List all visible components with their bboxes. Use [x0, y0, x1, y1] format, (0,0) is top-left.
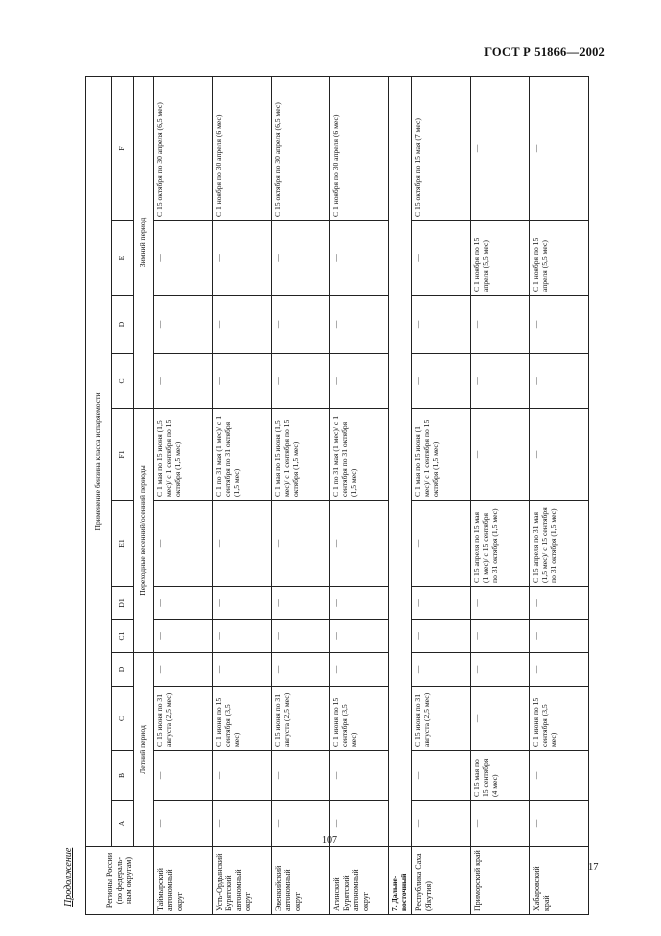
- period-value: —: [272, 819, 282, 828]
- period-cell: [471, 801, 530, 847]
- period-cell: [530, 653, 589, 687]
- period-value: —: [472, 450, 482, 459]
- period-value: —: [472, 144, 482, 153]
- period-cell: [271, 751, 330, 801]
- period-value: —: [413, 377, 423, 385]
- period-cell: [154, 501, 213, 587]
- outer-page-number: 17: [588, 862, 599, 873]
- period-cell: [212, 221, 271, 296]
- period-value: —: [472, 377, 482, 385]
- period-value: С 1 июня по 15 сентября (3,5 мес): [213, 697, 241, 747]
- period-value: С 1 июня по 15 сентября (3,5 мес): [331, 697, 359, 747]
- period-value: —: [213, 320, 223, 329]
- period-cell: [530, 76, 589, 220]
- period-cell: [154, 296, 213, 354]
- period-cell: [412, 653, 471, 687]
- period-value: —: [413, 254, 423, 262]
- region-name-cell: Усть-Ордынский Бурятский автономный округ: [212, 847, 271, 915]
- column-letter-header: D: [112, 296, 134, 354]
- period-cell: [212, 620, 271, 653]
- period-value: —: [272, 632, 282, 640]
- period-value: —: [213, 599, 223, 607]
- period-value: —: [413, 632, 423, 640]
- period-cell: [212, 587, 271, 620]
- period-value: —: [272, 377, 282, 385]
- region-name-cell: Эвенкийский автономный округ: [271, 847, 330, 915]
- period-value: —: [155, 665, 164, 674]
- period-value: С 15 июня по 31 августа (2,5 мес): [272, 692, 291, 747]
- period-value: —: [472, 632, 482, 640]
- period-value: —: [213, 539, 223, 548]
- period-value: С 1 мая по 15 июня (1 мес)/ с 1 сентября по 15 октября (1,5 мес): [413, 419, 441, 497]
- section-label: 7. Дальне- восточный: [389, 847, 412, 915]
- period-value: —: [413, 320, 423, 329]
- period-cell: [154, 653, 213, 687]
- period-cell: [471, 653, 530, 687]
- period-cell: [154, 687, 213, 751]
- period-value: —: [531, 450, 541, 459]
- period-value: С 15 июня по 31 августа (2,5 мес): [413, 692, 432, 747]
- column-letter-header: F: [112, 76, 134, 220]
- period-value: —: [472, 714, 482, 723]
- period-value: —: [531, 665, 541, 674]
- table-row: [530, 76, 589, 914]
- period-value: С 15 июня по 31 августа (2,5 мес): [155, 692, 173, 747]
- period-value: —: [531, 320, 541, 329]
- period-value: С 1 ноября по 15 апреля (5,5 мес): [531, 237, 550, 292]
- column-letter-header: B: [112, 751, 134, 801]
- period-cell: [530, 296, 589, 354]
- region-name-cell: Агинский Бурятский автономный округ: [330, 847, 389, 915]
- period-cell: [471, 620, 530, 653]
- period-value: —: [272, 254, 282, 262]
- period-cell: [471, 296, 530, 354]
- period-cell: [530, 354, 589, 409]
- period-cell: [412, 76, 471, 220]
- period-cell: [154, 801, 213, 847]
- column-letter-header: C: [112, 687, 134, 751]
- period-value: —: [531, 632, 541, 640]
- regions-column-header: Регионы России (по федераль- ным округам): [86, 847, 154, 915]
- period-cell: [471, 221, 530, 296]
- period-value: —: [331, 599, 341, 607]
- period-cell: [212, 296, 271, 354]
- period-cell: [212, 409, 271, 501]
- period-value: —: [331, 254, 341, 262]
- period-cell: [212, 354, 271, 409]
- period-cell: [212, 76, 271, 220]
- table-row: [271, 76, 330, 914]
- period-cell: [412, 587, 471, 620]
- column-letter-header: D: [112, 653, 134, 687]
- period-cell: [530, 501, 589, 587]
- period-cell: [330, 751, 389, 801]
- period-value: —: [531, 144, 541, 153]
- period-cell: [271, 76, 330, 220]
- column-letter-header: D1: [112, 587, 134, 620]
- period-cell: [530, 409, 589, 501]
- application-header: Применение бензина класса испаряемости: [86, 76, 112, 846]
- period-value: С 1 ноября по 30 апреля (6 мес): [331, 114, 341, 217]
- period-cell: [212, 687, 271, 751]
- period-value: —: [531, 377, 541, 385]
- period-cell: [271, 221, 330, 296]
- period-value: —: [413, 539, 423, 548]
- period-value: —: [413, 665, 423, 674]
- period-cell: [530, 620, 589, 653]
- column-letter-header: E1: [112, 501, 134, 587]
- standard-header: ГОСТ Р 51866—2002: [484, 45, 605, 59]
- period-cell: [154, 76, 213, 220]
- period-value: —: [472, 320, 482, 329]
- period-value: С 15 апреля по 15 мая (1 мес)/ с 15 сентября по 31 октября (1,5 мес): [472, 508, 500, 583]
- period-cell: [412, 409, 471, 501]
- period-cell: [154, 354, 213, 409]
- period-value: —: [331, 771, 341, 780]
- period-value: С 1 по 31 мая (1 мес)/ с 1 сентября по 31 октября (1,5 мес): [213, 416, 241, 497]
- period-value: С 15 мая по 15 сентября (4 мес): [472, 758, 500, 797]
- section-filler: [389, 76, 412, 846]
- period-cell: [412, 687, 471, 751]
- period-value: С 1 ноября по 15 апреля (5,5 мес): [472, 237, 491, 292]
- period-cell: [271, 501, 330, 587]
- period-value: С 1 мая по 15 июня (1,5 мес)/ с 1 сентября по 15 октября (1,5 мес): [272, 419, 300, 497]
- period-cell: [471, 751, 530, 801]
- period-value: —: [472, 665, 482, 674]
- period-cell: [412, 221, 471, 296]
- period-cell: [471, 354, 530, 409]
- period-cell: [212, 501, 271, 587]
- period-cell: [530, 801, 589, 847]
- period-value: —: [213, 632, 223, 640]
- period-value: —: [413, 599, 423, 607]
- period-cell: [330, 801, 389, 847]
- period-cell: [271, 653, 330, 687]
- period-value: С 15 октября по 30 апреля (6,5 мес): [272, 102, 282, 217]
- period-cell: [271, 687, 330, 751]
- period-cell: [271, 587, 330, 620]
- period-value: —: [472, 599, 482, 607]
- column-letter-header: C: [112, 354, 134, 409]
- period-cell: [330, 587, 389, 620]
- region-name-cell: Хабаровский край: [530, 847, 589, 915]
- column-letter-header: C1: [112, 620, 134, 653]
- rotated-table-block: [63, 77, 589, 915]
- period-cell: [530, 687, 589, 751]
- period-cell: [530, 221, 589, 296]
- period-cell: [530, 751, 589, 801]
- period-cell: [330, 620, 389, 653]
- table-row: [154, 76, 213, 914]
- period-value: —: [531, 771, 541, 780]
- summer-period-header: Летний период: [134, 653, 154, 847]
- table-row: [212, 76, 271, 914]
- table-row: [412, 76, 471, 914]
- period-cell: [412, 751, 471, 801]
- period-cell: [330, 501, 389, 587]
- period-cell: [330, 409, 389, 501]
- period-cell: [412, 620, 471, 653]
- period-value: С 15 октября по 15 мая (7 мес): [413, 118, 423, 217]
- period-value: —: [155, 771, 164, 780]
- column-letter-header: F1: [112, 409, 134, 501]
- period-cell: [154, 751, 213, 801]
- period-value: С 1 мая по 15 июня (1,5 мес)/ с 1 сентября по 15 октября (1,5 мес): [155, 419, 182, 497]
- period-cell: [471, 501, 530, 587]
- period-value: —: [213, 254, 223, 262]
- period-value: С 1 ноября по 30 апреля (6 мес): [213, 114, 223, 217]
- table-row: [471, 76, 530, 914]
- period-value: —: [155, 819, 164, 828]
- period-cell: [471, 76, 530, 220]
- period-value: —: [331, 819, 341, 828]
- region-name-cell: Таймырский автономный округ: [154, 847, 213, 915]
- period-cell: [530, 587, 589, 620]
- period-value: С 1 по 31 мая (1 мес)/ с 1 сентября по 31 октября (1,5 мес): [331, 416, 359, 497]
- period-value: —: [213, 377, 223, 385]
- period-value: —: [413, 819, 423, 828]
- period-value: —: [531, 819, 541, 828]
- period-cell: [330, 76, 389, 220]
- period-cell: [154, 587, 213, 620]
- period-value: —: [331, 377, 341, 385]
- period-value: —: [331, 320, 341, 329]
- period-value: —: [413, 771, 423, 780]
- period-cell: [271, 409, 330, 501]
- period-value: —: [272, 539, 282, 548]
- period-value: —: [155, 320, 164, 329]
- region-name-cell: Приморский край: [471, 847, 530, 915]
- period-value: —: [213, 819, 223, 828]
- period-cell: [471, 587, 530, 620]
- period-cell: [471, 687, 530, 751]
- period-value: С 1 июня по 15 сентября (3,5 мес): [531, 697, 558, 747]
- period-cell: [471, 409, 530, 501]
- period-value: —: [155, 599, 164, 607]
- gasoline-volatility-table: [85, 76, 589, 915]
- period-cell: [412, 501, 471, 587]
- period-value: —: [331, 665, 341, 674]
- period-value: С 15 апреля по 31 мая (1,5 мес)/ с 15 сентября по 31 октября (1,5 мес): [531, 507, 558, 583]
- region-name-cell: Республика Саха (Якутия): [412, 847, 471, 915]
- transition-period-header: Переходные весенний/осенний периоды: [134, 409, 154, 653]
- period-value: —: [155, 377, 164, 385]
- inner-page-number: 107: [322, 835, 337, 846]
- period-cell: [212, 751, 271, 801]
- period-value: —: [531, 599, 541, 607]
- period-cell: [412, 801, 471, 847]
- period-cell: [330, 687, 389, 751]
- period-cell: [154, 221, 213, 296]
- period-value: —: [272, 599, 282, 607]
- period-cell: [330, 653, 389, 687]
- period-value: С 15 октября по 30 апреля (6,5 мес): [155, 102, 164, 217]
- period-value: —: [155, 254, 164, 262]
- period-cell: [271, 620, 330, 653]
- period-cell: [412, 296, 471, 354]
- period-cell: [212, 801, 271, 847]
- period-cell: [330, 354, 389, 409]
- period-value: —: [213, 771, 223, 780]
- period-value: —: [155, 632, 164, 640]
- period-value: —: [272, 320, 282, 329]
- period-cell: [330, 221, 389, 296]
- period-value: —: [155, 539, 164, 548]
- period-cell: [212, 653, 271, 687]
- period-cell: [412, 354, 471, 409]
- section-row: [389, 76, 412, 914]
- period-value: —: [472, 819, 482, 828]
- table-row: [330, 76, 389, 914]
- period-cell: [271, 354, 330, 409]
- period-value: —: [272, 771, 282, 780]
- period-value: —: [331, 539, 341, 548]
- winter-period-header: Зимний период: [134, 76, 154, 408]
- column-letter-header: E: [112, 221, 134, 296]
- continuation-label: Продолжение: [63, 847, 74, 907]
- period-cell: [154, 620, 213, 653]
- period-value: —: [331, 632, 341, 640]
- period-cell: [330, 296, 389, 354]
- period-value: —: [213, 665, 223, 674]
- period-cell: [154, 409, 213, 501]
- column-letter-header: A: [112, 801, 134, 847]
- period-cell: [271, 296, 330, 354]
- period-value: —: [272, 665, 282, 674]
